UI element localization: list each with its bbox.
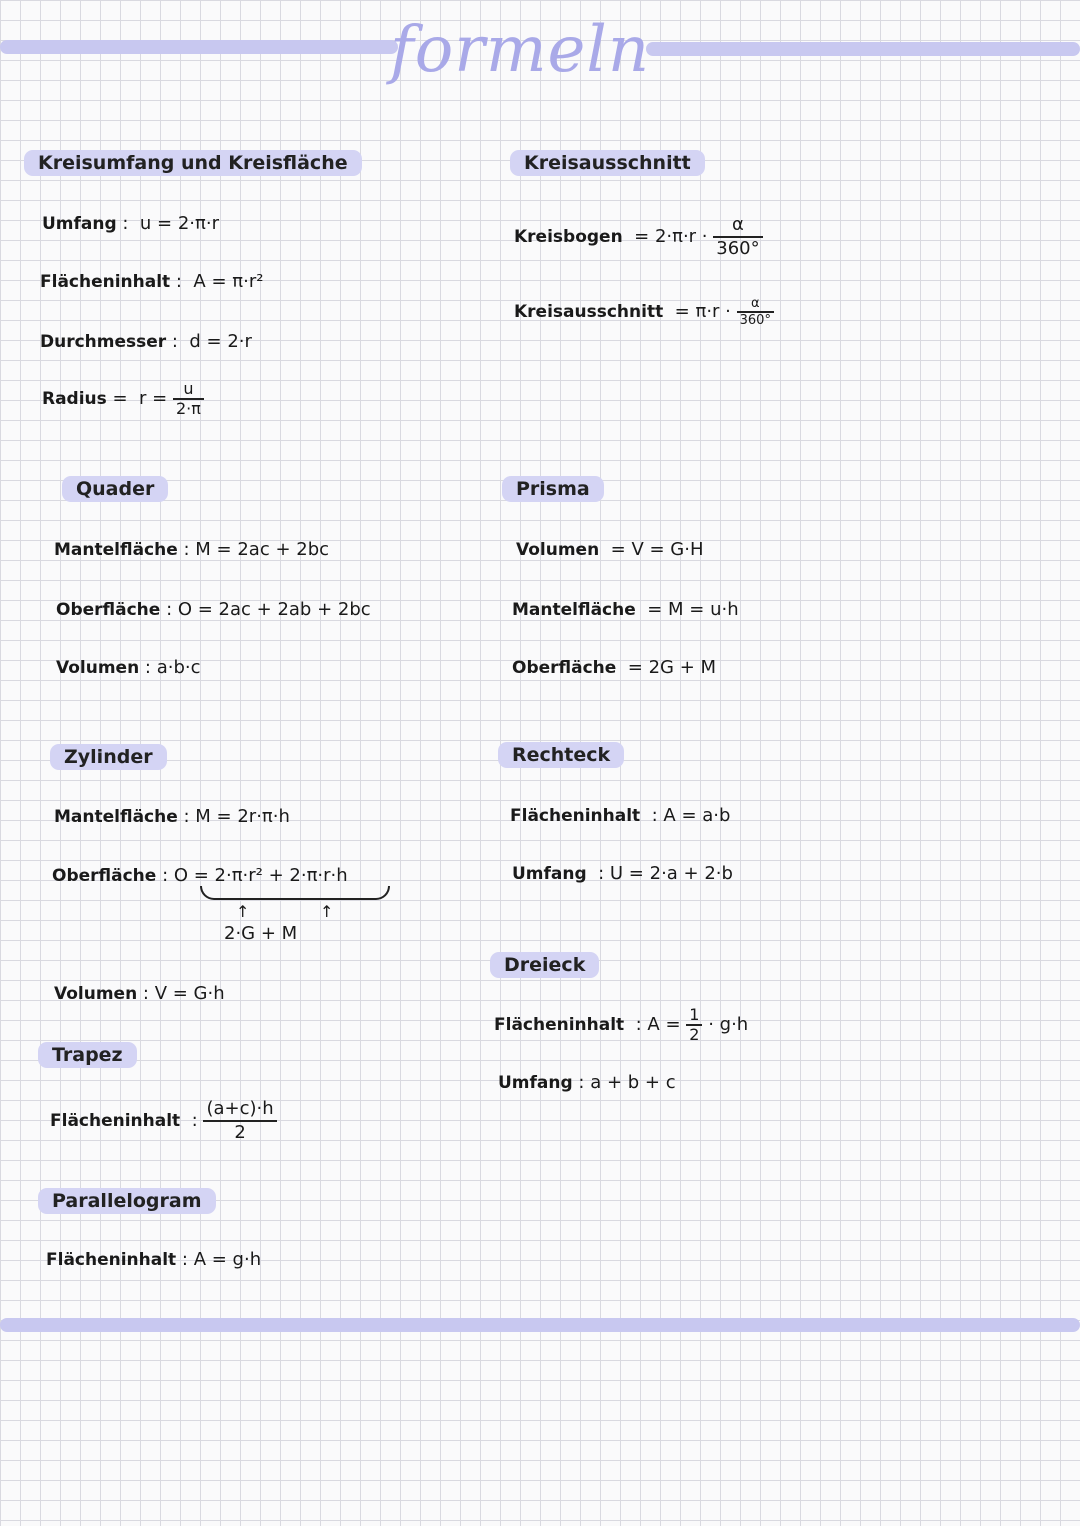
kreisausschnitt-heading: Kreisausschnitt bbox=[510, 150, 705, 176]
quader-volumen bbox=[56, 656, 201, 680]
underbrace bbox=[200, 886, 390, 900]
label: Mantelfläche bbox=[54, 807, 178, 827]
lhs: r = bbox=[139, 388, 168, 409]
kreis-umfang: Umfang : u = 2·π·r bbox=[42, 213, 219, 234]
arrow-right: ↑ bbox=[320, 902, 334, 921]
dreieck-heading: Dreieck bbox=[490, 952, 599, 978]
label: Flächeninhalt bbox=[50, 1111, 181, 1131]
formula: = M = u·h bbox=[647, 599, 739, 620]
bottom-rule bbox=[0, 1318, 1080, 1332]
bogen-fraction bbox=[713, 214, 762, 260]
dreieck-fraction bbox=[686, 1006, 702, 1044]
arrow-left: ↑ bbox=[236, 902, 250, 921]
formula: d = 2·r bbox=[189, 331, 252, 352]
rechteck-umfang bbox=[512, 862, 733, 886]
kreisbogen bbox=[514, 214, 763, 260]
numerator: (a+c)·h bbox=[203, 1098, 276, 1122]
label: Mantelfläche bbox=[512, 600, 636, 620]
label: Umfang bbox=[512, 864, 587, 884]
formula: u = 2·π·r bbox=[139, 213, 219, 234]
quader-heading: Quader bbox=[62, 476, 168, 502]
denominator: 2 bbox=[234, 1122, 246, 1143]
zylinder-mantel bbox=[54, 805, 290, 829]
label: Umfang bbox=[42, 214, 117, 234]
label: Oberfläche bbox=[512, 658, 617, 678]
top-rule-left bbox=[0, 40, 398, 54]
zylinder-oberflaeche bbox=[52, 864, 348, 888]
label: Flächeninhalt bbox=[494, 1015, 625, 1035]
label: Volumen bbox=[56, 658, 140, 678]
quader-mantel bbox=[54, 538, 329, 562]
formula: = π·r · bbox=[674, 301, 731, 322]
formula: = 2G + M bbox=[627, 657, 717, 678]
rhs: · g·h bbox=[708, 1014, 749, 1035]
ausschnitt-fraction bbox=[737, 296, 774, 328]
label: Oberfläche bbox=[52, 866, 157, 886]
quader-oberflaeche bbox=[56, 598, 371, 622]
label: Flächeninhalt bbox=[40, 272, 171, 292]
label: Volumen bbox=[516, 540, 600, 560]
numerator: u bbox=[173, 380, 204, 400]
label: Kreisausschnitt bbox=[514, 302, 664, 322]
formula: : a·b·c bbox=[144, 657, 201, 678]
zylinder-volumen bbox=[54, 982, 225, 1006]
label: Volumen bbox=[54, 984, 138, 1004]
formula: : V = G·h bbox=[142, 983, 225, 1004]
trapez-heading: Trapez bbox=[38, 1042, 137, 1068]
prisma-volumen bbox=[516, 538, 704, 562]
formula: : M = 2r·π·h bbox=[183, 806, 290, 827]
label: Oberfläche bbox=[56, 600, 161, 620]
denominator: 360° bbox=[716, 238, 760, 259]
formula: : U = 2·a + 2·b bbox=[598, 863, 733, 884]
trapez-fraction bbox=[203, 1098, 276, 1144]
formula: : a + b + c bbox=[578, 1072, 676, 1093]
label: Mantelfläche bbox=[54, 540, 178, 560]
kreis-radius: Radius = r = $\frac{u}{2\cdot\pi}$ bbox=[42, 380, 204, 418]
formula: : O = 2ac + 2ab + 2bc bbox=[166, 599, 371, 620]
label: Flächeninhalt bbox=[510, 806, 641, 826]
denominator: 2 bbox=[689, 1025, 700, 1044]
label: Umfang bbox=[498, 1073, 573, 1093]
denominator: 2·π bbox=[175, 399, 201, 418]
dreieck-umfang bbox=[498, 1071, 676, 1095]
brace-note: 2·G + M bbox=[224, 923, 298, 944]
formula: : A = g·h bbox=[181, 1249, 262, 1270]
lhs: : bbox=[191, 1110, 198, 1131]
formula: = 2·π·r · bbox=[634, 226, 708, 247]
kreis-durchmesser: Durchmesser : d = 2·r bbox=[40, 331, 252, 352]
dreieck-flaeche bbox=[494, 1006, 748, 1044]
numerator: α bbox=[713, 214, 762, 238]
label: Flächeninhalt bbox=[46, 1250, 177, 1270]
page-title: formeln bbox=[390, 13, 651, 87]
zylinder-heading: Zylinder bbox=[50, 744, 167, 770]
label: Durchmesser bbox=[40, 332, 167, 352]
denominator: 360° bbox=[739, 313, 771, 328]
formula: : A = a·b bbox=[651, 805, 731, 826]
prisma-oberflaeche bbox=[512, 656, 716, 680]
formula: = V = G·H bbox=[610, 539, 704, 560]
formula: A = π·r² bbox=[193, 271, 264, 292]
trapez-flaeche bbox=[50, 1098, 277, 1144]
lhs: : A = bbox=[635, 1014, 681, 1035]
numerator: α bbox=[737, 296, 774, 313]
kreisausschnitt-formula bbox=[514, 296, 774, 328]
rechteck-heading: Rechteck bbox=[498, 742, 624, 768]
prisma-heading: Prisma bbox=[502, 476, 604, 502]
radius-fraction bbox=[173, 380, 204, 418]
parallelogram-heading: Parallelogram bbox=[38, 1188, 216, 1214]
label: Radius bbox=[42, 389, 107, 409]
numerator: 1 bbox=[686, 1006, 702, 1026]
top-rule-right bbox=[646, 42, 1080, 56]
formula: : M = 2ac + 2bc bbox=[183, 539, 330, 560]
parallelogram-flaeche bbox=[46, 1248, 261, 1272]
rechteck-flaeche bbox=[510, 804, 730, 828]
label: Kreisbogen bbox=[514, 227, 623, 247]
kreis-heading: Kreisumfang und Kreisfläche bbox=[24, 150, 362, 176]
kreis-flaeche: Flächeninhalt : A = π·r² bbox=[40, 271, 264, 292]
prisma-mantel bbox=[512, 598, 739, 622]
formula: : O = 2·π·r² + 2·π·r·h bbox=[162, 865, 348, 886]
